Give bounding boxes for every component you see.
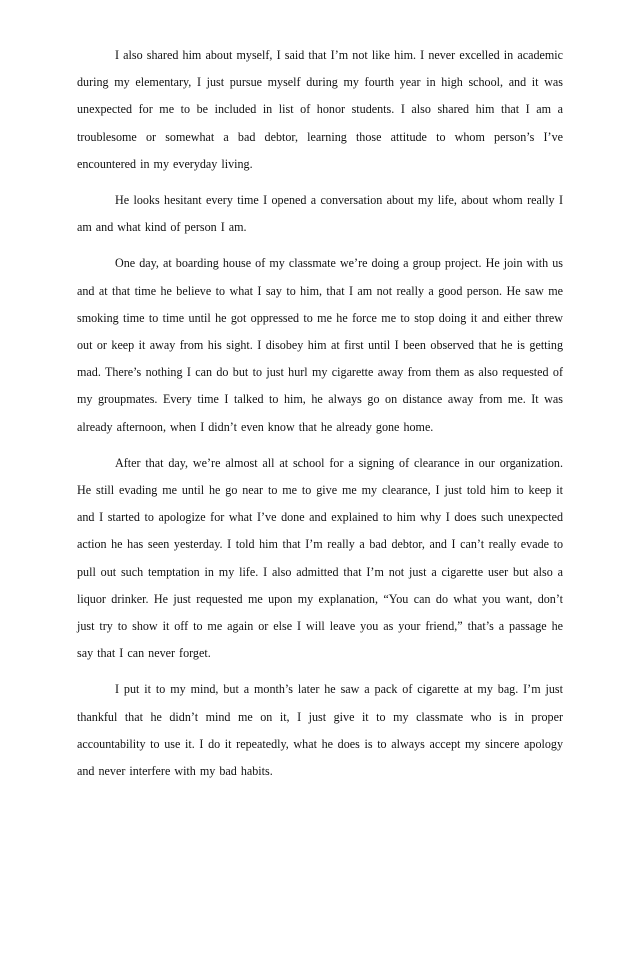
document-body bbox=[77, 42, 563, 794]
paragraph-1: I also shared him about myself, I said that I’m not like him. I never excelled in academic during my elementary, I just pursue myself during my fourth year in high school, and it was unexpected for me to be included in list of honor students. I also shared him that I am a troublesome or somewhat a bad debtor, learning those attitude to whom person’s I’ve encountered in my everyday living. bbox=[77, 48, 563, 171]
paragraph-2: He looks hesitant every time I opened a conversation about my life, about whom really I am and what kind of person I am. bbox=[77, 193, 563, 235]
paragraph-3: One day, at boarding house of my classmate we’re doing a group project. He join with us and at that time he believe to what I say to him, that I am not really a good person. He saw me smoking time to time until he got oppressed to me he force me to stop doing it and either threw out or keep it away from his sight. I disobey him at first until I been observed that he is getting mad. There’s nothing I can do but to just hurl my cigarette away from them as also requested of my groupmates. Every time I talked to him, he always go on distance away from me. It was already afternoon, when I didn’t even know that he already gone home. bbox=[77, 256, 563, 434]
paragraph-4: After that day, we’re almost all at school for a signing of clearance in our organization. He still evading me until he go near to me to give me my clearance, I just told him to keep it and I started to apologize for what I’ve done and explained to him why I does such unexpected action he has seen yesterday. I told him that I’m really a bad debtor, and I can’t really evade to pull out such temptation in my life. I also admitted that I’m not just a cigarette user but also a liquor drinker. He just requested me upon my explanation, “You can do what you want, don’t just try to show it off to me again or else I will leave you as your friend,” that’s a passage he say that I can never forget. bbox=[77, 455, 563, 661]
paragraph-5: I put it to my mind, but a month’s later he saw a pack of cigarette at my bag. I’m just thankful that he didn’t mind me on it, I just give it to my classmate who is in proper accountability to use it. I do it repeatedly, what he does is to always accept my sincere apology and never interfere with my bad habits. bbox=[77, 682, 563, 779]
